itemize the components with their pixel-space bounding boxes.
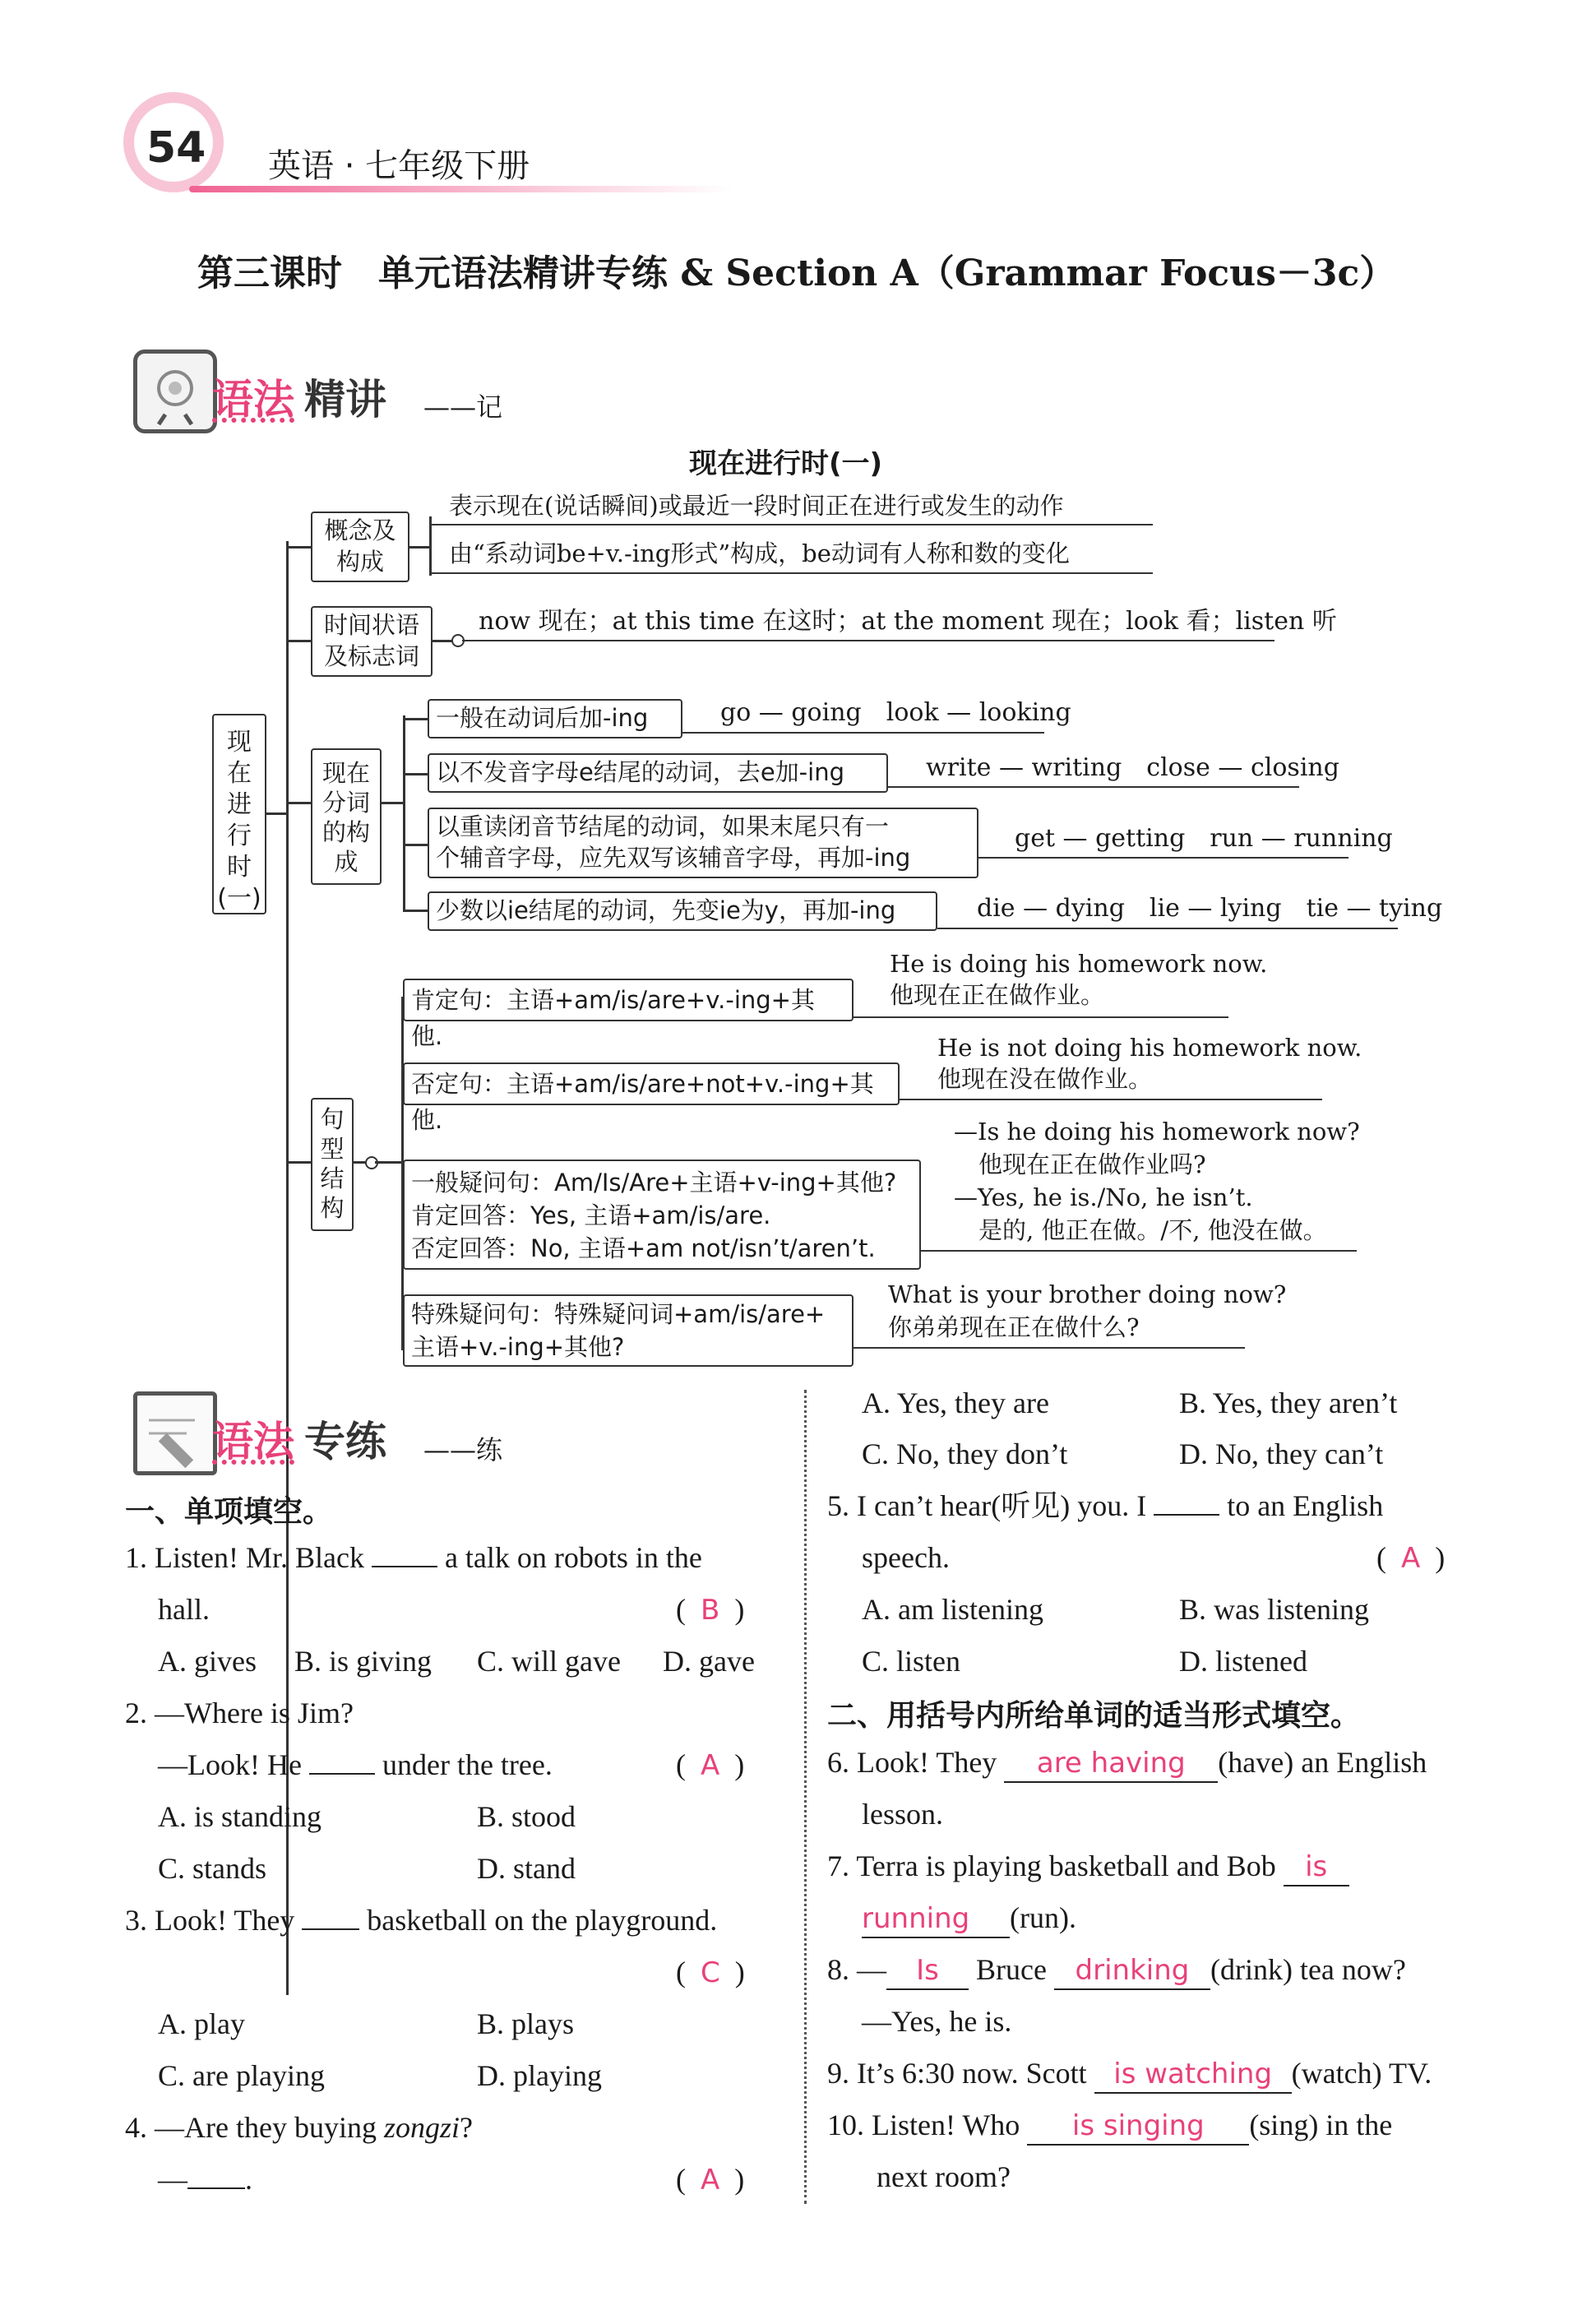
q7-answer-1: is — [1305, 1850, 1328, 1883]
map-node-time: 时间状语及标志词 — [311, 606, 433, 677]
sentence-affirmative: 肯定句：主语+am/is/are+v.-ing+其他. — [403, 979, 854, 1021]
affirmative-ex-en: He is doing his homework now. — [890, 950, 1268, 978]
q1-option-b: B. is giving — [294, 1645, 433, 1678]
participle-rule-3: 以重读闭音节结尾的动词，如果末尾只有一 个辅音字母，应先双写该辅音字母，再加-ing — [428, 808, 978, 878]
q9-answer: is watching — [1113, 2058, 1273, 2090]
q9-line1: 9. It’s 6:30 now. Scott is watching (watch) TV. — [827, 2055, 1432, 2094]
q3-option-b: B. plays — [477, 2007, 575, 2040]
participle-ex-3: get — getting run — running — [1015, 824, 1393, 853]
participle-ex-4: die — dying lie — lying tie — tying — [977, 894, 1443, 923]
participle-rule-2: 以不发音字母e结尾的动词，去e加-ing — [428, 753, 888, 793]
q2-option-a: A. is standing — [158, 1800, 322, 1833]
map-title: 现在进行时(一) — [689, 447, 883, 480]
concept-item-1: 表示现在(说话瞬间)或最近一段时间正在进行或发生的动作 — [449, 492, 1064, 520]
q5-answer-slot: ( A ) — [1376, 1541, 1446, 1575]
q2-line2: —Look! He under the tree. — [158, 1748, 553, 1781]
map-node-participle: 现在分词的构成 — [311, 748, 382, 885]
q3-line1: 3. Look! They basketball on the playground. — [125, 1904, 718, 1937]
notepad-pencil-icon — [133, 1391, 217, 1475]
participle-rule-1: 一般在动词后加-ing — [428, 699, 682, 738]
q2-option-b: B. stood — [477, 1800, 576, 1833]
sentence-special: 特殊疑问句：特殊疑问词+am/is/are+ 主语+v.-ing+其他? — [403, 1294, 854, 1367]
q4-option-b: B. Yes, they aren’t — [1179, 1386, 1398, 1419]
concept-item-2: 由“系动词be+v.-ing形式”构成，be动词有人称和数的变化 — [449, 539, 1070, 567]
map-node-sentence: 句型结构 — [311, 1098, 354, 1231]
sentence-negative: 否定句：主语+am/is/are+not+v.-ing+其他. — [403, 1062, 900, 1105]
q2-answer-slot: ( A ) — [676, 1748, 745, 1782]
negative-ex-en: He is not doing his homework now. — [937, 1034, 1362, 1062]
question-ex-2: 他现在正在做作业吗? — [978, 1150, 1206, 1178]
affirmative-ex-zh: 他现在正在做作业。 — [890, 981, 1105, 1009]
q4-option-a: A. Yes, they are — [862, 1386, 1049, 1419]
q1-answer-slot: ( B ) — [676, 1593, 745, 1627]
special-ex-zh: 你弟弟现在正在做什么? — [888, 1313, 1140, 1341]
q3-option-a: A. play — [158, 2007, 245, 2040]
q5-option-c: C. listen — [862, 1645, 961, 1678]
q6-line1: 6. Look! They are having (have) an English — [827, 1744, 1427, 1783]
question-ex-4: 是的, 他正在做。/不, 他没在做。 — [978, 1216, 1327, 1244]
sentence-question: 一般疑问句：Am/Is/Are+主语+v-ing+其他? 肯定回答：Yes, 主语+am/is/are. 否定回答：No, 主语+am not/isn’t/aren’t. — [403, 1160, 921, 1270]
q1-option-a: A. gives — [158, 1645, 257, 1678]
participle-ex-2: write — writing close — closing — [926, 753, 1339, 782]
q10-line2: next room? — [877, 2160, 1011, 2193]
q10-answer: is singing — [1071, 2109, 1205, 2142]
q4-line2: — . — [158, 2163, 252, 2196]
q4-option-d: D. No, they can’t — [1179, 1437, 1384, 1470]
q8-answer-2: drinking — [1075, 1954, 1190, 1987]
participle-rule-4: 少数以ie结尾的动词，先变ie为y，再加-ing — [428, 891, 937, 931]
book-title: 英语 · 七年级下册 — [268, 147, 530, 185]
q7-line2: running (run). — [862, 1900, 1076, 1938]
q5-line1: 5. I can’t hear(听见) you. I to an English — [827, 1489, 1384, 1522]
q8-answer-1: Is — [916, 1954, 939, 1987]
practice-section-label: 语法 专练 — [212, 1418, 386, 1465]
q5-line2: speech. — [862, 1541, 950, 1574]
map-node-concept: 概念及构成 — [311, 512, 409, 582]
grammar-section-label: 语法 精讲 — [212, 376, 386, 424]
part2-title: 二、用括号内所给单词的适当形式填空。 — [827, 1699, 1361, 1733]
tv-icon — [133, 350, 217, 433]
map-root-link — [266, 812, 288, 815]
column-divider — [804, 1390, 807, 2204]
q5-option-b: B. was listening — [1179, 1593, 1369, 1626]
grammar-section-sub: ——记 — [423, 391, 503, 423]
q1-line2: hall. — [158, 1593, 210, 1626]
practice-section-sub: ——练 — [423, 1434, 503, 1465]
special-ex-en: What is your brother doing now? — [888, 1280, 1287, 1308]
part1-title: 一、单项填空。 — [125, 1495, 333, 1529]
header-rule — [189, 186, 732, 192]
q3-option-d: D. playing — [477, 2059, 602, 2092]
map-root: 现在进行时(一) — [212, 714, 266, 914]
q2-line1: 2. —Where is Jim? — [125, 1697, 354, 1729]
q1-option-d: D. gave — [663, 1645, 755, 1678]
q2-option-d: D. stand — [477, 1852, 576, 1885]
negative-ex-zh: 他现在没在做作业。 — [937, 1065, 1153, 1093]
section-dots — [212, 1460, 294, 1465]
lesson-title: 第三课时 单元语法精讲专练 & Section A（Grammar Focus－3c） — [197, 252, 1396, 294]
q6-answer: are having — [1036, 1747, 1186, 1780]
q2-option-c: C. stands — [158, 1852, 267, 1885]
question-ex-1: —Is he doing his homework now? — [954, 1118, 1360, 1146]
time-words: now 现在；at this time 在这时；at the moment 现在；look 看；listen 听 — [479, 607, 1337, 636]
q1-line1: 1. Listen! Mr. Black a talk on robots in the — [125, 1541, 702, 1574]
q6-line2: lesson. — [862, 1798, 943, 1831]
q5-answer: A — [1401, 1542, 1421, 1575]
q5-option-d: D. listened — [1179, 1645, 1307, 1678]
q3-option-c: C. are playing — [158, 2059, 325, 2092]
q1-option-c: C. will gave — [477, 1645, 621, 1678]
question-ex-3: —Yes, he is./No, he isn’t. — [954, 1183, 1253, 1211]
q7-line1: 7. Terra is playing basketball and Bob is — [827, 1848, 1349, 1886]
q4-answer: A — [701, 2164, 720, 2197]
page-number: 54 — [146, 123, 206, 173]
q3-answer-slot: ( C ) — [676, 1956, 745, 1989]
section-dots — [212, 418, 294, 423]
q7-answer-2: running — [862, 1902, 970, 1935]
participle-ex-1: go — going look — looking — [720, 698, 1071, 727]
q1-answer: B — [701, 1594, 720, 1627]
q4-answer-slot: ( A ) — [676, 2163, 745, 2197]
q4-option-c: C. No, they don’t — [862, 1437, 1068, 1470]
q10-line1: 10. Listen! Who is singing (sing) in the — [827, 2107, 1392, 2146]
q8-line2: —Yes, he is. — [862, 2005, 1012, 2038]
q5-option-a: A. am listening — [862, 1593, 1043, 1626]
q2-answer: A — [701, 1749, 720, 1782]
q4-line1: 4. —Are they buying zongzi? — [125, 2111, 473, 2144]
q8-line1: 8. — Is Bruce drinking (drink) tea now? — [827, 1951, 1406, 1990]
q3-answer: C — [701, 1956, 720, 1989]
